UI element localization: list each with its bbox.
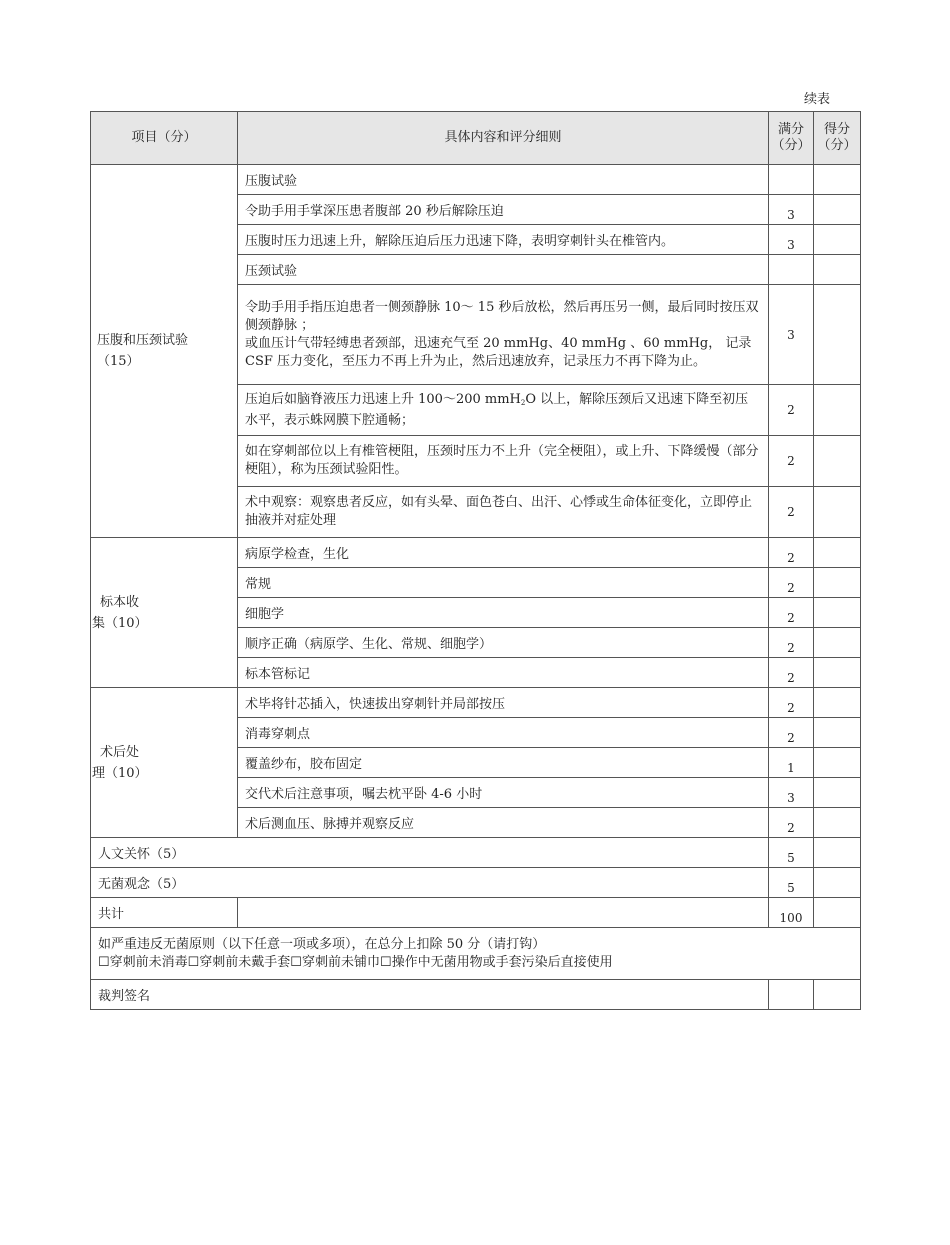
criterion-text: 术中观察：观察患者反应，如有头晕、面色苍白、出汗、心悸或生命体征变化，立即停止抽液并对症处理 <box>238 487 769 538</box>
criterion-text: 顺序正确（病原学、生化、常规、细胞学） <box>238 628 769 658</box>
header-item: 项目（分） <box>91 112 238 165</box>
score-input-cell[interactable] <box>814 658 861 688</box>
aseptic-concept-label: 无菌观念（5） <box>91 868 769 898</box>
criterion-text: 术毕将针芯插入，快速拔出穿刺针并局部按压 <box>238 688 769 718</box>
scoring-table <box>90 111 861 1010</box>
score-input-cell[interactable] <box>814 568 861 598</box>
total-blank-cell <box>238 898 769 928</box>
score-input-cell[interactable] <box>814 225 861 255</box>
score-input-cell[interactable] <box>814 778 861 808</box>
section-specimen-collection: 标本收 集（10） <box>91 538 238 688</box>
criterion-text: 细胞学 <box>238 598 769 628</box>
full-score-cell: 2 <box>769 688 814 718</box>
full-score-cell: 2 <box>769 658 814 688</box>
total-score-input-cell[interactable] <box>814 898 861 928</box>
criterion-text: 压迫后如脑脊液压力迅速上升 100～200 mmH$_2$O 以上，解除压颈后又迅速下降至初压水平，表示蛛网膜下腔通畅； <box>238 385 769 436</box>
full-score-cell: 3 <box>769 225 814 255</box>
humanistic-care-row <box>91 838 861 868</box>
full-score-cell <box>769 255 814 285</box>
full-score-cell: 2 <box>769 385 814 436</box>
penalty-row <box>91 928 861 980</box>
criterion-text: 标本管标记 <box>238 658 769 688</box>
score-input-cell[interactable] <box>814 538 861 568</box>
score-input-cell[interactable] <box>814 385 861 436</box>
score-input-cell[interactable] <box>814 748 861 778</box>
full-score-cell: 2 <box>769 808 814 838</box>
criterion-text: 消毒穿刺点 <box>238 718 769 748</box>
header-full-score: 满分（分） <box>769 112 814 165</box>
score-input-cell[interactable] <box>814 808 861 838</box>
full-score-cell: 2 <box>769 436 814 487</box>
full-score-cell: 5 <box>769 868 814 898</box>
header-obtained-score: 得分（分） <box>814 112 861 165</box>
total-row <box>91 898 861 928</box>
criterion-text: 压颈试验 <box>238 255 769 285</box>
criterion-text: 术后测血压、脉搏并观察反应 <box>238 808 769 838</box>
criterion-text: 交代术后注意事项，嘱去枕平卧 4-6 小时 <box>238 778 769 808</box>
score-input-cell[interactable] <box>814 688 861 718</box>
score-input-cell[interactable] <box>814 255 861 285</box>
full-score-cell: 2 <box>769 538 814 568</box>
criterion-text: 令助手用手掌深压患者腹部 20 秒后解除压迫 <box>238 195 769 225</box>
signature-label: 裁判签名 <box>91 980 769 1010</box>
criterion-text: 常规 <box>238 568 769 598</box>
full-score-cell: 3 <box>769 778 814 808</box>
criterion-text: 压腹试验 <box>238 165 769 195</box>
signature-cell[interactable] <box>769 980 814 1010</box>
score-input-cell[interactable] <box>814 628 861 658</box>
score-input-cell[interactable] <box>814 838 861 868</box>
score-input-cell[interactable] <box>814 165 861 195</box>
full-score-cell: 2 <box>769 487 814 538</box>
table-header-row <box>91 112 861 165</box>
full-score-cell: 3 <box>769 195 814 225</box>
score-input-cell[interactable] <box>814 285 861 385</box>
criterion-text: 令助手用手指压迫患者一侧颈静脉 10～ 15 秒后放松，然后再压另一侧，最后同时按压双侧颈静脉 ； 或血压计气带轻缚患者颈部，迅速充气至 20 mmHg、40 mmHg 、60 mmHg， 记录 CSF 压力变化，至压力不再上升为止，然后迅速放弃，记录压力不再下降为止。 <box>238 285 769 385</box>
full-score-cell: 2 <box>769 568 814 598</box>
criterion-text: 压腹时压力迅速上升，解除压迫后压力迅速下降，表明穿刺针头在椎管内。 <box>238 225 769 255</box>
table-row <box>91 688 861 718</box>
section-pressure-test: 压腹和压颈试验 （15） <box>91 165 238 538</box>
table-row <box>91 538 861 568</box>
table-row <box>91 165 861 195</box>
full-score-cell: 1 <box>769 748 814 778</box>
score-input-cell[interactable] <box>814 718 861 748</box>
full-score-cell: 5 <box>769 838 814 868</box>
humanistic-care-label: 人文关怀（5） <box>91 838 769 868</box>
score-input-cell[interactable] <box>814 436 861 487</box>
full-score-cell: 2 <box>769 628 814 658</box>
full-score-cell <box>769 165 814 195</box>
section-post-procedure: 术后处 理（10） <box>91 688 238 838</box>
score-input-cell[interactable] <box>814 195 861 225</box>
signature-cell[interactable] <box>814 980 861 1010</box>
full-score-cell: 2 <box>769 718 814 748</box>
score-input-cell[interactable] <box>814 868 861 898</box>
full-score-cell: 3 <box>769 285 814 385</box>
score-input-cell[interactable] <box>814 598 861 628</box>
header-detail: 具体内容和评分细则 <box>238 112 769 165</box>
full-score-cell: 2 <box>769 598 814 628</box>
continued-label: 续表 <box>803 92 830 107</box>
criterion-text: 如在穿刺部位以上有椎管梗阻，压颈时压力不上升（完全梗阻），或上升、下降缓慢（部分梗阻），称为压颈试验阳性。 <box>238 436 769 487</box>
aseptic-concept-row <box>91 868 861 898</box>
signature-row <box>91 980 861 1010</box>
score-input-cell[interactable] <box>814 487 861 538</box>
penalty-note[interactable]: 如严重违反无菌原则（以下任意一项或多项），在总分上扣除 50 分（请打钩） ☐穿刺前未消毒☐穿刺前未戴手套☐穿刺前未铺巾☐操作中无菌用物或手套污染后直接使用 <box>91 928 861 980</box>
total-label: 共计 <box>91 898 238 928</box>
criterion-text: 覆盖纱布，胶布固定 <box>238 748 769 778</box>
criterion-text: 病原学检查，生化 <box>238 538 769 568</box>
total-full-score: 100 <box>769 898 814 928</box>
